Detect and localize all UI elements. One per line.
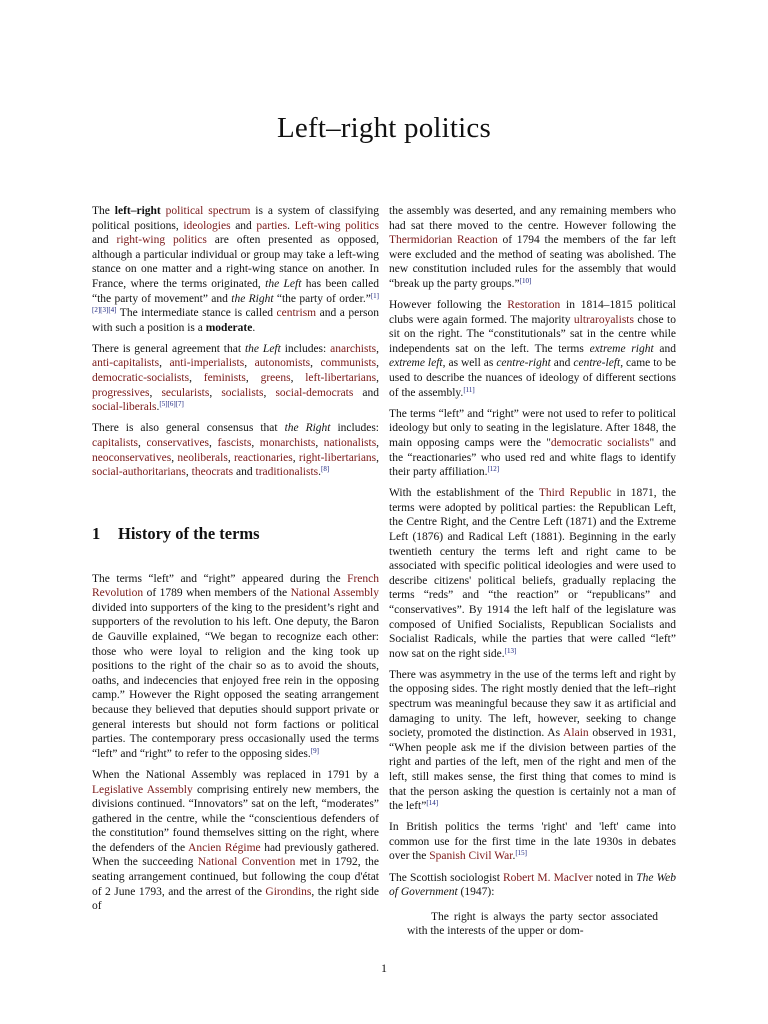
citation-ref[interactable]: [15]: [515, 849, 527, 858]
citation-ref[interactable]: [13]: [504, 646, 517, 655]
text-run: ,: [149, 386, 162, 399]
wiki-link[interactable]: neoconservatives: [92, 451, 172, 464]
page-number: 1: [381, 961, 387, 975]
wiki-link[interactable]: democratic socialists: [550, 436, 650, 449]
citation-ref[interactable]: [9]: [310, 746, 319, 755]
text-run: ,: [245, 372, 261, 385]
paragraph: [389, 407, 676, 480]
wiki-link[interactable]: anti-capitalists: [92, 357, 160, 370]
wiki-link[interactable]: traditionalists: [255, 466, 319, 479]
text-run: .: [318, 466, 321, 479]
text-run: and: [550, 357, 574, 370]
citation-ref[interactable]: [10]: [519, 276, 532, 285]
bold-term: moderate: [205, 321, 253, 334]
wiki-link[interactable]: social-authoritarians: [92, 466, 186, 479]
text-run: and: [653, 342, 676, 355]
text-run: ,: [185, 466, 192, 479]
wiki-link[interactable]: reactionaries: [233, 451, 293, 464]
left-column: [92, 204, 379, 920]
text-run: ,: [376, 357, 379, 370]
text-run: .: [252, 321, 256, 334]
wiki-link[interactable]: Thermidorian Reaction: [389, 234, 498, 247]
wiki-link[interactable]: conservatives: [146, 436, 210, 449]
history-section-right: [389, 204, 676, 900]
history-section-left: [92, 572, 379, 914]
wiki-link[interactable]: autonomists: [254, 357, 311, 370]
text-run: comprising entirely new members, the divisions continued. “Innovators” sat on the left, “moderates” gathered in the centre, while the “conscientious defenders of the constitution” found themselves sitting on the right, where the defenders of the: [92, 783, 379, 854]
wiki-link[interactable]: French Revolution: [92, 572, 379, 600]
paragraph: [92, 572, 379, 762]
text-run: However following the: [389, 299, 508, 312]
text-run: ,: [244, 357, 255, 370]
paragraph: [389, 820, 676, 864]
section-title: History of the terms: [118, 523, 260, 543]
paragraph: [92, 768, 379, 914]
text-run: (1947):: [457, 886, 495, 899]
paragraph: [389, 486, 676, 661]
text-run: ,: [171, 451, 178, 464]
text-run: .: [156, 401, 160, 414]
text-run: divided into supporters of the king to the president’s right and supporters of the revolution to his left. One deputy, the Baron de Gauville explained, “We began to recognize each other: those who were loyal to religion and the king took up positions to the right of the chair so as to avoid the shouts, oaths, and indecencies that enjoyed free rein in the opposing camp.” However the Right opposed the seating arrangement because they believed that deputies should support private or general interests but should not form factions or political parties. The contemporary press occasionally used the terms “left” and “right” to refer to the opposing sides.: [92, 601, 379, 760]
text-run: ,: [310, 357, 321, 370]
wiki-link[interactable]: progressives: [92, 386, 150, 399]
text-run: includes:: [330, 422, 379, 435]
wiki-link[interactable]: Girondins: [265, 885, 312, 898]
text-run: is a system of classifying political positions,: [92, 205, 380, 232]
text-run: ,: [376, 436, 380, 449]
text-run: in 1871, the terms were adopted by political parties: the Republican Left, the Centre Right, and the Centre Left (1871) and the Extreme Left (1876) and Radical Left (1881). Beginning in the early twentieth century the terms left and right came to be associated with specific political ideologies and were used to describe citizens' political beliefs, gradually replacing the terms “reds” and “the reaction” or “republicans” and “conservatives”. By 1914 the left half of the legislature was composed of Unified Socialists, Republican Socialists and Socialist Radicals, while the parties that were called “left” now sat on the right side.: [389, 487, 677, 660]
italic-term: the Right: [284, 422, 331, 435]
paragraph: [92, 342, 379, 415]
citation-ref[interactable]: [12]: [487, 465, 500, 474]
text-run: ,: [290, 372, 306, 385]
text-run: and: [353, 386, 380, 399]
wiki-link[interactable]: social-democrats: [275, 386, 354, 399]
text-run: ,: [315, 436, 324, 449]
wiki-link[interactable]: National Convention: [197, 856, 296, 869]
text-run: In British politics the terms 'right' and 'left' came into common use for the first time in the late 1930s in debates over the: [389, 821, 676, 863]
text-run: , the right side of: [92, 885, 380, 913]
wiki-link[interactable]: Robert M. MacIver: [503, 871, 593, 884]
wiki-link[interactable]: Legislative Assembly: [92, 783, 193, 796]
paragraph: [389, 668, 676, 814]
wiki-link[interactable]: neoliberals: [177, 451, 228, 464]
text-run: and: [230, 219, 257, 232]
text-run: chose to sit on the right. The “constitutionals” sat in the centre while independents sat on the left. The terms: [389, 313, 676, 355]
italic-term: centre-left: [573, 357, 621, 370]
wiki-link[interactable]: secularists: [161, 386, 210, 399]
intro-section: [92, 204, 379, 480]
section-number: 1: [92, 523, 101, 543]
text-run: had previously gathered. When the succeeding: [92, 841, 379, 869]
text-run: .: [287, 219, 295, 232]
italic-term: centre-right: [496, 357, 551, 370]
text-run: and a person with such a position is a: [92, 307, 379, 334]
paragraph: [389, 298, 676, 400]
text-run: ,: [159, 357, 170, 370]
wiki-link[interactable]: left-libertarians: [305, 372, 377, 385]
text-run: are often presented as opposed, although a particular individual or group may take a left-wing stance on one matter and a right-wing stance on another. In France, where the terms originated,: [92, 234, 379, 290]
italic-term: the Right: [231, 292, 274, 305]
text-run: ,: [292, 451, 299, 464]
italic-term: extreme right: [589, 342, 654, 355]
text-run: of 1789 when members of the: [143, 587, 291, 600]
text-run: in 1814–1815 political clubs were again formed. The majority: [389, 299, 676, 326]
text-run: ,: [138, 436, 147, 449]
text-run: noted in: [592, 871, 637, 884]
text-run: With the establishment of the: [389, 487, 539, 500]
wiki-link[interactable]: right-wing politics: [116, 234, 207, 247]
text-run: and: [92, 234, 117, 247]
citation-ref[interactable]: [11]: [463, 385, 475, 394]
paragraph: [389, 204, 676, 292]
text-run: ,: [227, 451, 234, 464]
wiki-link[interactable]: democratic-socialists: [92, 372, 190, 385]
section-heading-history: [92, 524, 379, 544]
wiki-link[interactable]: feminists: [203, 372, 246, 385]
text-run: includes:: [280, 342, 331, 355]
wiki-link[interactable]: right-libertarians: [298, 451, 377, 464]
text-run: ,: [376, 451, 380, 464]
wiki-link[interactable]: greens: [260, 372, 291, 385]
italic-term: the Left: [265, 277, 302, 290]
text-run: ,: [189, 372, 204, 385]
page-title: Left–right politics: [276, 112, 491, 144]
wiki-link[interactable]: fascists: [217, 436, 252, 449]
citation-ref[interactable]: [5][6][7]: [159, 400, 184, 409]
text-run: When the National Assembly was replaced in 1791 by a: [92, 768, 379, 781]
text-run: The: [92, 205, 115, 217]
text-run: has been called “the party of movement” and: [92, 277, 379, 305]
wiki-link[interactable]: socialists: [221, 386, 264, 399]
citation-ref[interactable]: [14]: [426, 799, 439, 808]
text-run: the assembly was deserted, and any remaining members who had sat there moved to the centre. However following the: [389, 205, 676, 232]
text-run: The intermediate stance is called: [116, 307, 277, 320]
text-run: , came to be used to describe the nuances of ideology of different sections of the assembly.: [389, 357, 677, 399]
text-run: “the party of order.”: [273, 292, 371, 305]
text-run: of 1794 the members of the far left were excluded and the method of seating was abolished. The new constitution included rules for the assembly that would “break up the party groups.”: [389, 234, 676, 290]
wiki-link[interactable]: social-liberals: [92, 401, 157, 414]
text-run: " and the “reactionaries” who used red and white flags to identify their party affiliation.: [389, 436, 676, 479]
wiki-link[interactable]: ideologies: [183, 219, 231, 232]
wiki-link[interactable]: Restoration: [507, 299, 561, 312]
text-run: , as well as: [442, 357, 497, 370]
text-run: ,: [263, 386, 276, 399]
block-quote: The right is always the party sector associated with the interests of the upper or dom-: [407, 910, 658, 938]
text-run: There was asymmetry in the use of the terms left and right by the opposing sides. The right mostly denied that the left–right spectrum was meaningful because they saw it as artificial and damaging to unity. The left, however, seeking to change society, promoted the distinction. As: [389, 668, 676, 740]
wiki-link[interactable]: Alain: [563, 727, 589, 740]
citation-ref[interactable]: [8]: [321, 465, 330, 474]
wiki-link[interactable]: Spanish Civil War: [429, 850, 513, 863]
wiki-link[interactable]: ultraroyalists: [573, 313, 634, 326]
text-run: The terms “left” and “right” were not used to refer to political ideology but only to seating in the legislature. After 1848, the main opposing camps were the ": [389, 407, 676, 449]
wiki-link[interactable]: anarchists: [330, 342, 377, 355]
text-run: ,: [209, 436, 218, 449]
text-run: There is also general consensus that: [92, 422, 285, 435]
wiki-link[interactable]: Third Republic: [538, 487, 612, 500]
text-run: met in 1792, the seating arrangement continued, but following the coup d'état of 2 June 1793, and the arrest of the: [92, 856, 379, 898]
text-run: The Scottish sociologist: [389, 871, 504, 884]
paragraph: [389, 871, 676, 900]
paragraph: [92, 421, 379, 479]
right-column: [389, 204, 676, 939]
text-run: ,: [376, 372, 379, 385]
text-run: ,: [209, 386, 222, 399]
wiki-link[interactable]: monarchists: [259, 436, 316, 449]
wiki-link[interactable]: Ancien Régime: [188, 841, 261, 854]
italic-term: The Web of Government: [389, 871, 676, 899]
text-run: observed in 1931, “When people ask me if the division between parties of the right and parties of the left, men of the right and men of the left, still makes sense, the first thing that comes to mind is that the person asking the question is certainly not a man of the left”: [389, 727, 676, 813]
text-run: and: [233, 466, 256, 479]
paragraph: [92, 204, 379, 335]
wiki-link[interactable]: centrism: [276, 307, 317, 320]
text-run: ,: [376, 342, 379, 355]
wiki-link[interactable]: theocrats: [191, 466, 234, 479]
citation-ref[interactable]: [1][2][3][4]: [92, 291, 379, 315]
text-run: The terms “left” and “right” appeared during the: [92, 572, 348, 585]
wiki-link[interactable]: capitalists: [92, 436, 138, 449]
italic-term: extreme left: [389, 357, 443, 370]
italic-term: the Left: [244, 342, 281, 355]
wiki-link[interactable]: communists: [320, 357, 377, 370]
wiki-link[interactable]: National Assembly: [290, 587, 379, 600]
wiki-link[interactable]: political spectrum: [165, 205, 251, 217]
text-run: ,: [251, 436, 260, 449]
wiki-link[interactable]: parties: [256, 219, 288, 232]
text-run: .: [512, 850, 516, 863]
wiki-link[interactable]: nationalists: [323, 436, 377, 449]
wiki-link[interactable]: Left-wing politics: [294, 219, 380, 232]
wiki-link[interactable]: anti-imperialists: [169, 357, 245, 370]
text-run: There is general agreement that: [92, 342, 245, 355]
bold-term: left–right: [114, 205, 161, 217]
